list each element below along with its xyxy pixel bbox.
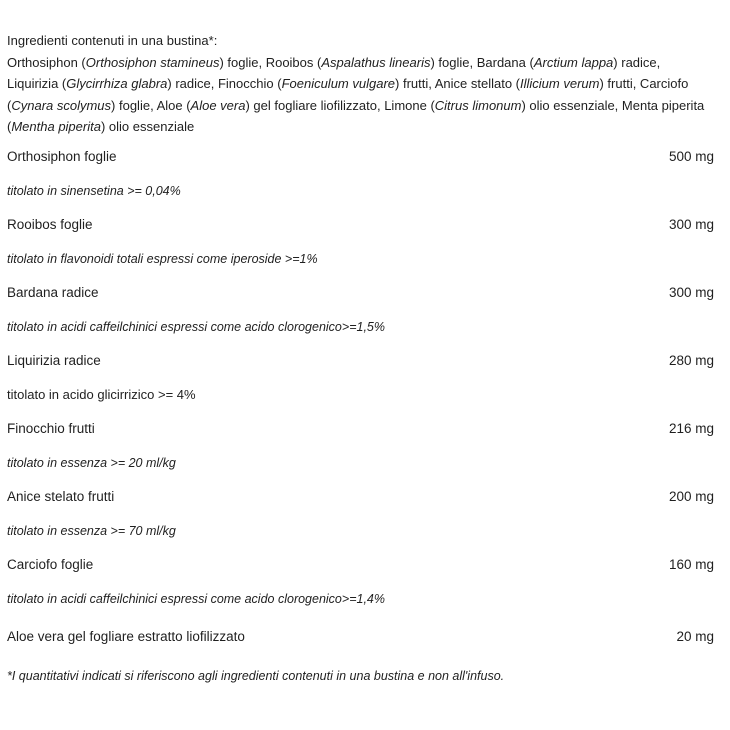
standardization-note: titolato in flavonoidi totali espressi come iperoside >=1% <box>7 251 318 266</box>
ingredient-amount: 216 mg <box>668 420 714 436</box>
botanical-name: Glycirrhiza glabra <box>66 76 168 91</box>
ingredient-amount: 300 mg <box>668 216 714 232</box>
ingredient-row <box>7 555 715 589</box>
ingredient-amount: 500 mg <box>668 148 714 164</box>
botanical-name: Illicium verum <box>520 76 600 91</box>
intro-text: ) olio essenziale, Menta piperita ( <box>7 97 705 134</box>
intro-text: ) foglie, Aloe ( <box>111 97 191 113</box>
intro-text: Orthosiphon ( <box>7 54 86 70</box>
ingredient-amount: 200 mg <box>668 488 714 504</box>
ingredient-row <box>7 147 715 181</box>
intro-text: ) radice, Finocchio ( <box>167 76 282 91</box>
ingredient-name: Orthosiphon foglie <box>7 148 117 164</box>
intro-ingredient-list <box>7 55 704 135</box>
ingredient-amount: 20 mg <box>676 628 714 644</box>
intro-text: ) frutti, Carciofo ( <box>7 76 689 113</box>
ingredient-row <box>7 419 715 453</box>
botanical-name: Arctium lappa <box>533 54 614 70</box>
standardization-note: titolato in acido glicirrizico >= 4% <box>7 386 196 402</box>
botanical-name: Foeniculum vulgare <box>281 76 396 91</box>
ingredient-name: Finocchio frutti <box>7 420 95 436</box>
ingredient-name: Bardana radice <box>7 284 99 300</box>
standardization-note: titolato in essenza >= 70 ml/kg <box>7 523 176 538</box>
ingredients-document <box>7 30 715 686</box>
botanical-name: Citrus limonum <box>434 97 522 113</box>
ingredient-name: Rooibos foglie <box>7 216 93 232</box>
ingredient-amount: 280 mg <box>668 352 714 368</box>
intro-text: ) foglie, Bardana ( <box>430 54 534 70</box>
botanical-name: Aspalathus linearis <box>321 54 431 70</box>
ingredient-amount: 160 mg <box>668 556 714 572</box>
ingredient-row <box>7 283 715 317</box>
standardization-note: titolato in acidi caffeilchinici espressi come acido clorogenico>=1,5% <box>7 319 385 334</box>
standardization-note: titolato in essenza >= 20 ml/kg <box>7 455 176 470</box>
ingredient-name: Carciofo foglie <box>7 556 94 572</box>
standardization-note: titolato in sinensetina >= 0,04% <box>7 183 181 198</box>
ingredient-row <box>7 627 715 663</box>
intro-text: ) olio essenziale <box>100 119 195 134</box>
ingredient-table <box>7 147 715 663</box>
ingredient-name: Anice stelato frutti <box>7 488 115 504</box>
intro-paragraph <box>7 30 715 138</box>
intro-text: ) gel fogliare liofilizzato, Limone ( <box>245 97 435 113</box>
footnote: *I quantitativi indicati si riferiscono agli ingredienti contenuti in una bustina e non all'infuso. <box>7 668 505 683</box>
botanical-name: Mentha piperita <box>11 119 101 134</box>
ingredient-row <box>7 487 715 521</box>
intro-text: ) frutti, Anice stellato ( <box>395 76 521 91</box>
ingredient-row <box>7 215 715 249</box>
standardization-note: titolato in acidi caffeilchinici espressi come acido clorogenico>=1,4% <box>7 591 385 606</box>
intro-text: ) foglie, Rooibos ( <box>219 54 322 70</box>
ingredient-name: Liquirizia radice <box>7 352 101 368</box>
intro-heading: Ingredienti contenuti in una bustina*: <box>7 33 218 48</box>
ingredient-row <box>7 351 715 385</box>
botanical-name: Cynara scolymus <box>11 97 112 113</box>
botanical-name: Orthosiphon stamineus <box>85 54 220 70</box>
botanical-name: Aloe vera <box>190 97 246 113</box>
intro-text: ) radice, Liquirizia ( <box>7 54 661 91</box>
ingredient-name: Aloe vera gel fogliare estratto liofilizzato <box>7 628 245 644</box>
ingredient-amount: 300 mg <box>668 284 714 300</box>
